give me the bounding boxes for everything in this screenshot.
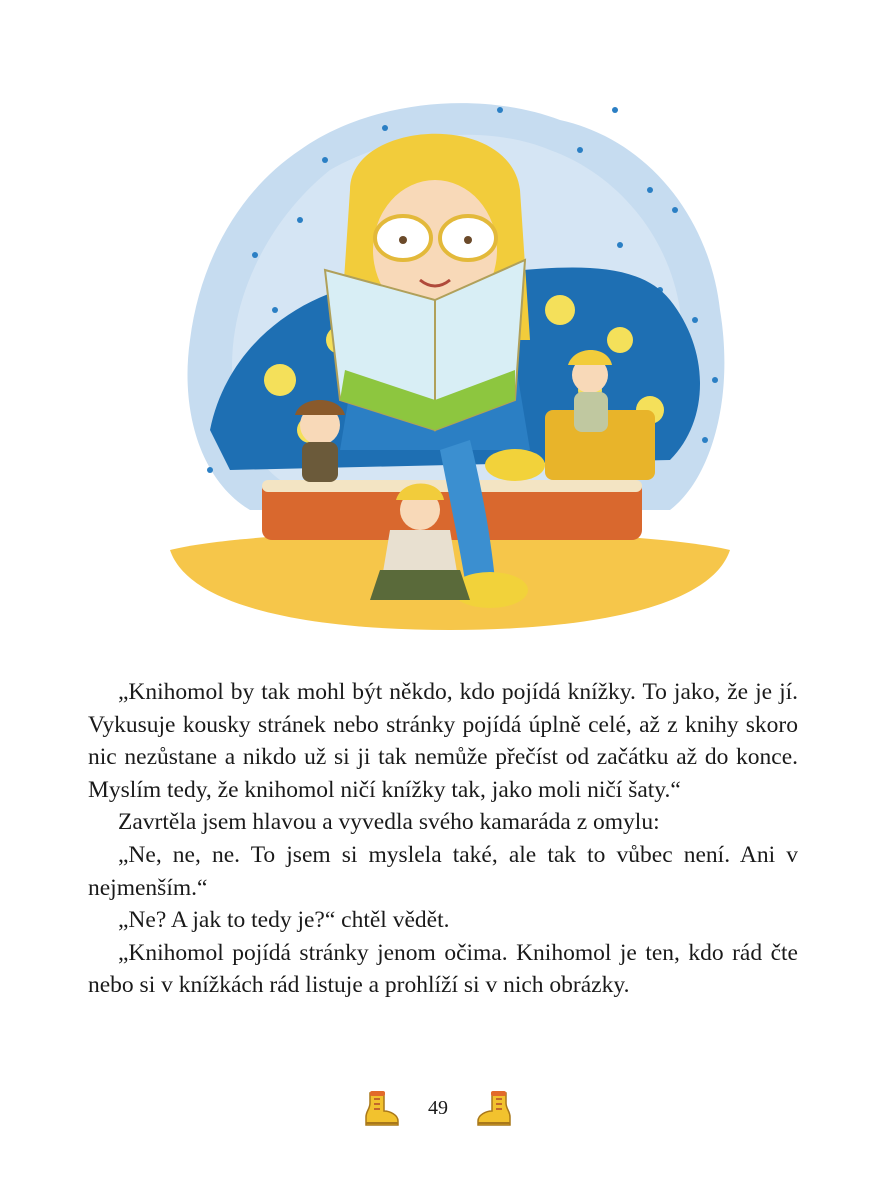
paragraph: Zavrtěla jsem hlavou a vyvedla svého kamaráda z omylu: (118, 809, 660, 836)
paragraph: „Knihomol pojídá stránky jenom očima. Knihomol je ten, kdo rád čte nebo si v knížkách rád listuje a prohlíží si v nich obrázky. (88, 939, 798, 999)
paragraph: „Knihomol by tak mohl být někdo, kdo pojídá knížky. To jako, že je jí. Vykusuje kousky stránek nebo stránky pojídá úplně celé, až z knihy skoro nic nezůstane a nikdo už si ji tak nemůže přečíst od začátku až do konce. Myslím tedy, že knihomol ničí knížky tak, jako moli ničí šaty.“ (88, 679, 798, 803)
boot-icon (360, 1087, 402, 1129)
paragraph: „Ne? A jak to tedy je?“ chtěl vědět. (118, 907, 450, 934)
girl-reading-book-illustration (150, 80, 740, 640)
paragraph: „Ne, ne, ne. To jsem si myslela také, ale tak to vůbec není. Ani v nejmenším.“ (88, 841, 798, 901)
story-text (88, 676, 798, 1002)
page-footer (0, 1086, 876, 1130)
boot-icon (474, 1087, 516, 1129)
page-number: 49 (428, 1096, 448, 1119)
